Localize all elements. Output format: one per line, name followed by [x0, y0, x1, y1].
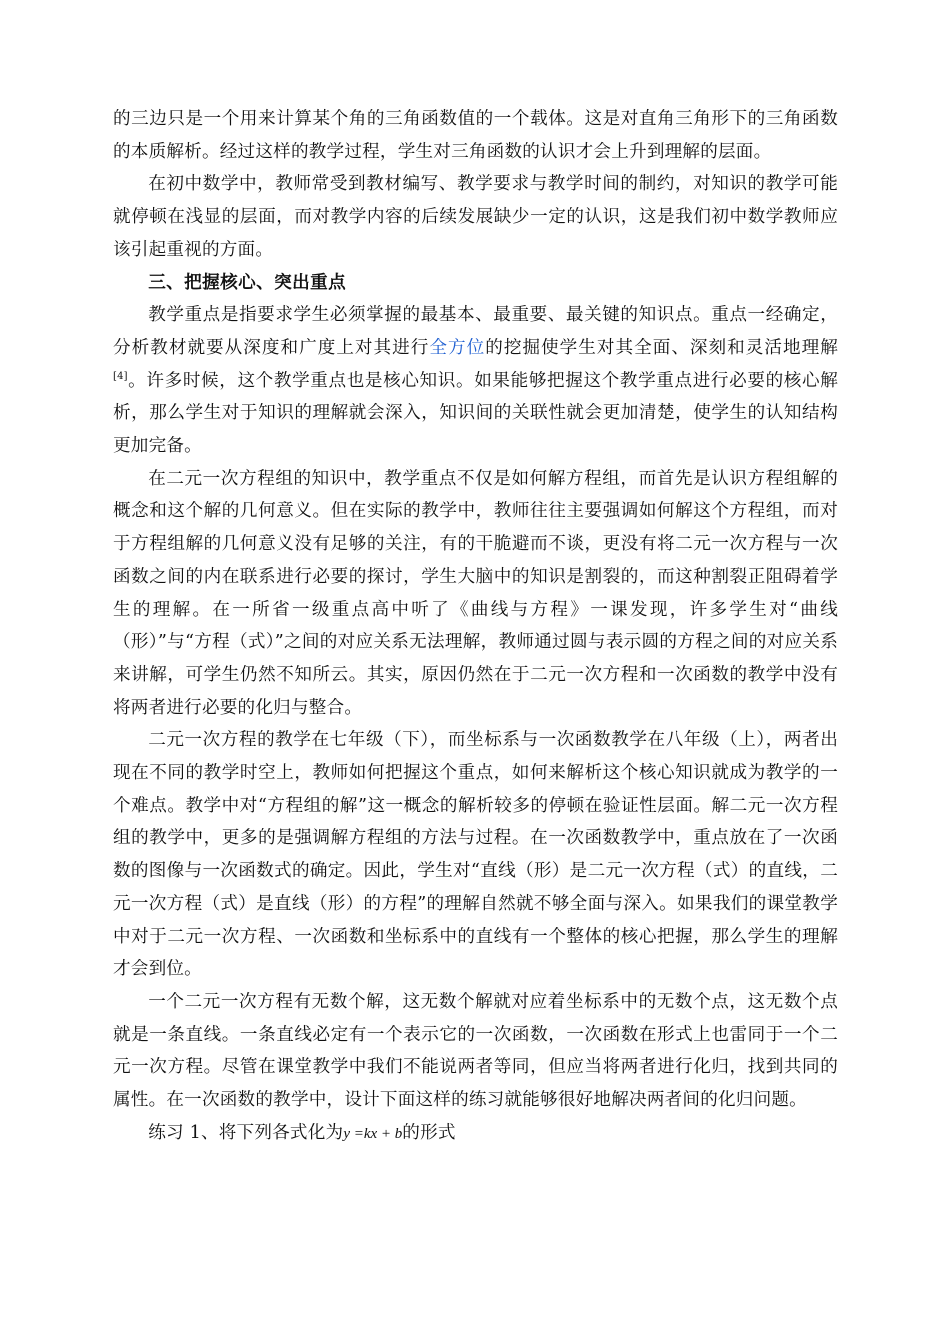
linear-formula: y =kx + b — [343, 1125, 403, 1142]
paragraph-grade-timing: 二元一次方程的教学在七年级（下），而坐标系与一次函数教学在八年级（上），两者出现在不同的教学时空上，教师如何把握这个重点，如何来解析这个核心知识就成为教学的一个难点。教学中对“方程组的解”这一概念的解析较多的停顿在验证性层面。解二元一次方程组的教学中，更多的是强调解方程组的方法与过程。在一次函数教学中，重点放在了一次函数的图像与一次函数式的确定。因此，学生对“直线（形）是二元一次方程（式）的直线，二元一次方程（式）是直线（形）的方程”的理解自然就不够全面与深入。如果我们的课堂教学中对于二元一次方程、一次函数和坐标系中的直线有一个整体的核心把握，那么学生的理解才会到位。 — [113, 730, 838, 980]
text-segment: 教学重点是指要求学生必须掌握的最基本、最重要、最关键的知识点。重点一经确定，分析教材就要从深度和广度上对其进行 — [113, 305, 838, 358]
paragraph-junior-math: 在初中数学中，教师常受到教材编写、教学要求与教学时间的制约，对知识的教学可能就停顿在浅显的层面，而对教学内容的后续发展缺少一定的认识，这是我们初中数学教师应该引起重视的方面。 — [113, 174, 838, 260]
section-heading: 三、把握核心、突出重点 — [148, 272, 347, 293]
text-segment: 的挖掘使学生对其全面、深刻和灵活地理解 — [485, 337, 838, 358]
text-segment: 的形式 — [402, 1122, 456, 1143]
paragraph-infinite-solutions: 一个二元一次方程有无数个解，这无数个解就对应着坐标系中的无数个点，这无数个点就是一条直线。一条直线必定有一个表示它的一次函数，一次函数在形式上也雷同于一个二元一次方程。尽管在课堂教学中我们不能说两者等同，但应当将两者进行化归，找到共同的属性。在一次函数的教学中，设计下面这样的练习就能够很好地解决两者间的化归问题。 — [113, 991, 838, 1111]
citation-marker: [4] — [113, 370, 128, 382]
text-segment: 练习 1、将下列各式化为 — [148, 1122, 344, 1143]
paragraph-linear-equations: 在二元一次方程组的知识中，教学重点不仅是如何解方程组，而首先是认识方程组解的概念和这个解的几何意义。但在实际的教学中，教师往往主要强调如何解这个方程组，而对于方程组解的几何意义没有足够的关注，有的干脆避而不谈，更没有将二元一次方程与一次函数之间的内在联系进行必要的探讨，学生大脑中的知识是割裂的，而这种割裂正阻碍着学生的理解。在一所省一级重点高中听了《曲线与方程》一课发现，许多学生对“曲线（形）”与“方程（式）”之间的对应关系无法理解，教师通过圆与表示圆的方程之间的对应关系来讲解，可学生仍然不知所云。其实，原因仍然在于二元一次方程和一次函数的教学中没有将两者进行必要的化归与整合。 — [113, 468, 838, 718]
document-page — [113, 103, 838, 1151]
paragraph-trig-conclusion: 的三边只是一个用来计算某个角的三角函数值的一个载体。这是对直角三角形下的三角函数的本质解析。经过这样的教学过程，学生对三角函数的认识才会上升到理解的层面。 — [113, 109, 838, 162]
paragraph-exercise-1 — [113, 1117, 838, 1151]
paragraph-teaching-focus — [113, 299, 838, 463]
full-scope-link[interactable]: 全方位 — [429, 337, 486, 358]
text-segment: 。许多时候，这个教学重点也是核心知识。如果能够把握这个教学重点进行必要的核心解析，那么学生对于知识的理解就会深入，知识间的关联性就会更加清楚，使学生的认知结构更加完备。 — [113, 370, 838, 457]
